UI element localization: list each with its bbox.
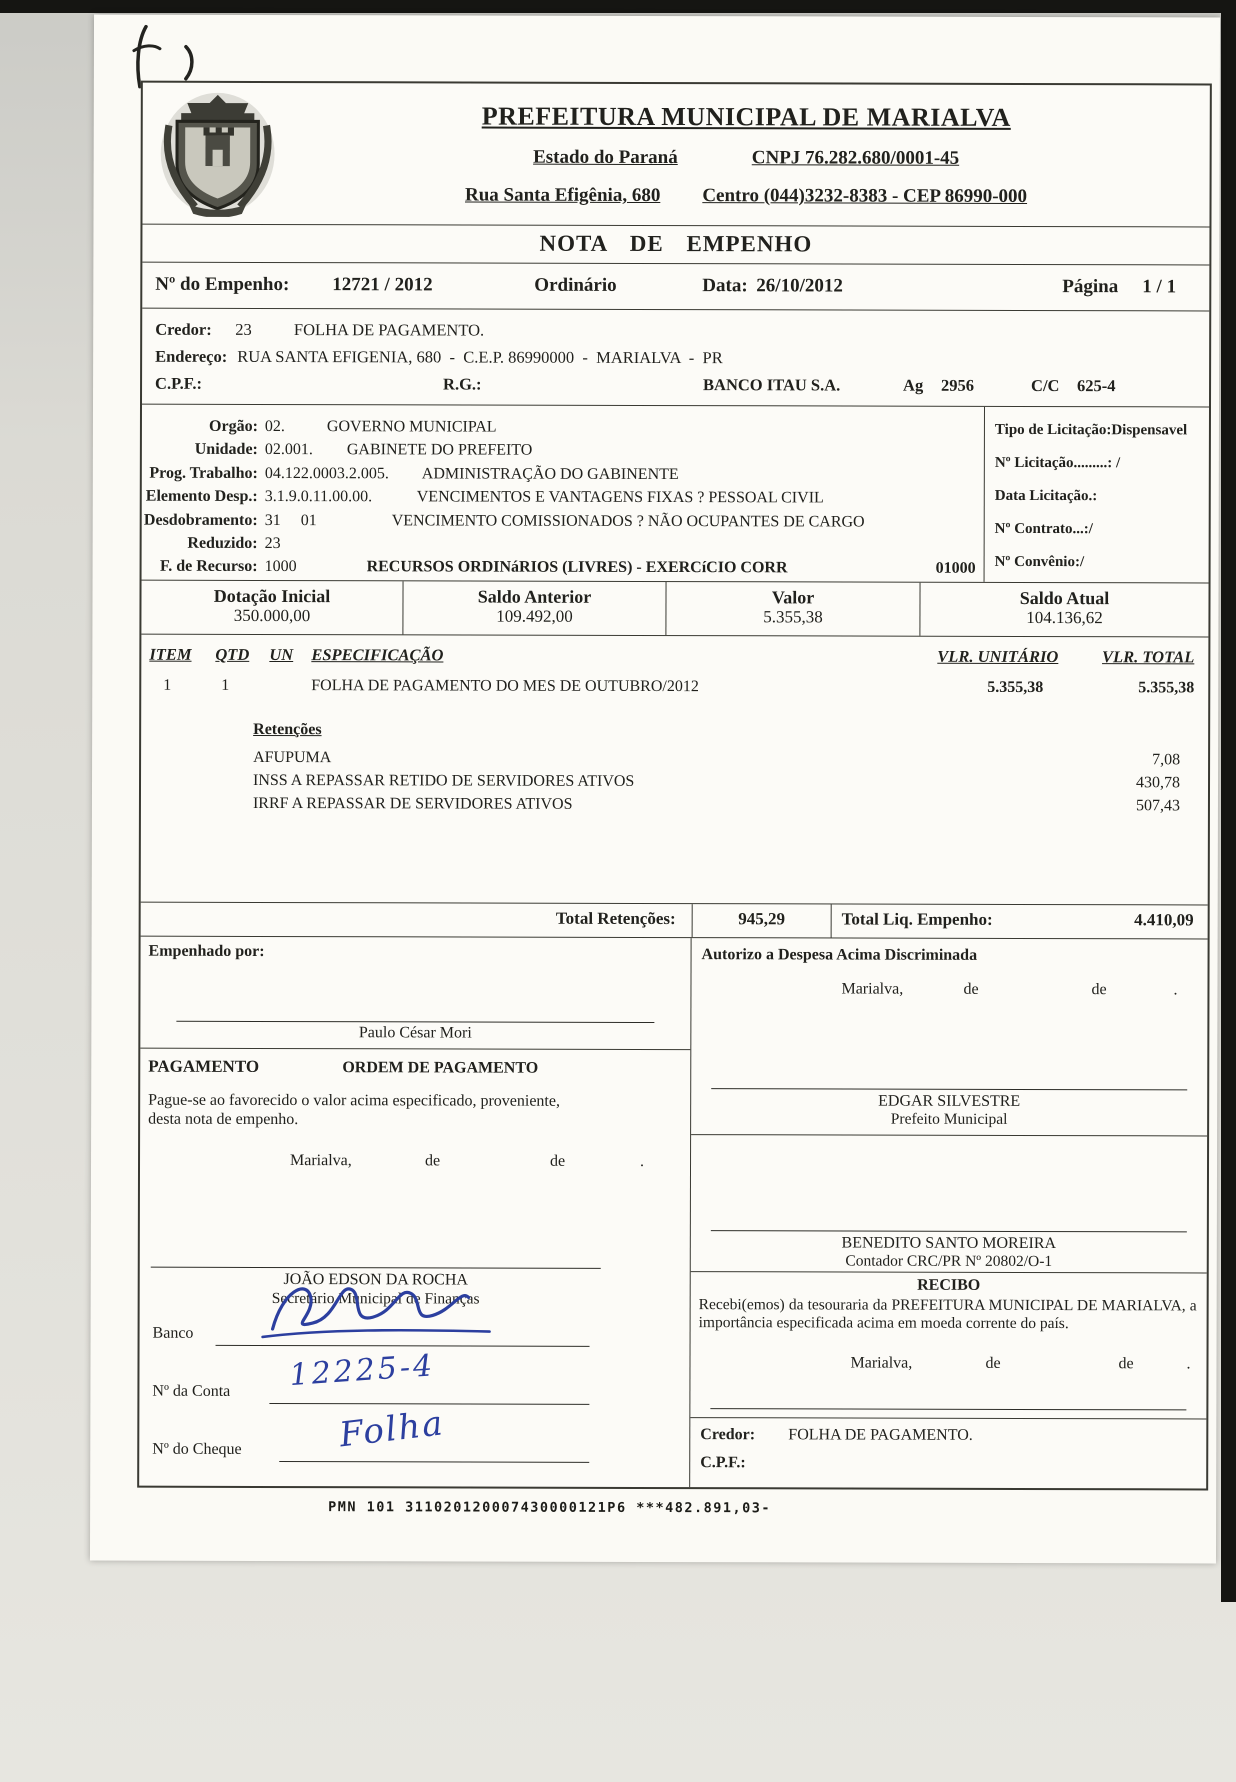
elemento-label: Elemento Desp.: [145,487,258,506]
retencao-value: 7,08 [1152,751,1181,769]
signature-line [176,1021,654,1023]
retencao-row [253,746,1180,771]
signature-line [711,1088,1187,1090]
signatures-area [139,937,1207,1489]
orgao-desc: GOVERNO MUNICIPAL [326,418,497,436]
empenho-number-row [142,263,1209,312]
retencao-value: 507,43 [1135,797,1180,815]
city-line-de1: de [963,980,979,998]
elemento-desc: VENCIMENTOS E VANTAGENS FIXAS ? PESSOAL CIVIL [416,488,824,507]
budget-classification [142,405,1209,584]
item-vlr-unitario: 5.355,38 [987,678,1044,697]
licitacao-numero: Nº Licitação.........: / [994,454,1121,472]
col-header-qtd: QTD [215,644,250,664]
dotacao-inicial-label: Dotação Inicial [213,585,331,607]
saldo-anterior-label: Saldo Anterior [477,586,592,607]
unidade-label: Unidade: [194,441,258,459]
city-line-dot: . [1173,981,1178,999]
city-line-city: Marialva, [290,1152,352,1170]
fonte-recurso-desc: RECURSOS ORDINáRIOS (LIVRES) - EXERCíCIO CORR [366,558,788,577]
empenho-number: 12721 / 2012 [332,274,433,296]
empenho-date-label: Data: [702,275,748,297]
empenhado-por-box [140,937,690,1050]
recibo-cpf-label: C.P.F.: [700,1454,746,1472]
item-number: 1 [163,676,172,694]
desdobramento-desc: VENCIMENTO COMISSIONADOS ? NÃO OCUPANTES DE CARGO [391,511,865,531]
ordem-pagamento-text: Pague-se ao favorecido o valor acima especificado, proveniente, desta nota de empenho. [148,1091,561,1129]
contador-box [691,1135,1207,1273]
total-liquido-value: 4.410,09 [1134,910,1194,930]
recibo-credor-box [690,1418,1206,1488]
recibo-title: RECIBO [917,1276,981,1294]
cheque-handwriting: Folha [337,1403,447,1456]
recibo-credor-value: FOLHA DE PAGAMENTO. [788,1426,973,1444]
total-retencoes-label: Total Retenções: [555,908,676,929]
header-title: PREFEITURA MUNICIPAL DE MARIALVA [481,101,1011,132]
ordem-pagamento-title: ORDEM DE PAGAMENTO [342,1059,539,1077]
address-label: Endereço: [155,346,228,366]
contador-name: BENEDITO SANTO MOREIRA [841,1234,1057,1253]
contrato-numero: Nº Contrato...:/ [994,520,1093,538]
creditor-name: FOLHA DE PAGAMENTO. [293,320,485,340]
contador-title: Contador CRC/PR Nº 20802/O-1 [845,1252,1053,1271]
valor-cell [665,582,919,636]
signatures-left-column [139,937,691,1487]
creditor-line [155,317,1209,347]
fonte-recurso-code: 1000 [264,558,297,576]
reduzido-code: 23 [264,534,281,552]
signature-line [151,1267,601,1269]
empenho-number-label: Nº do Empenho: [155,273,290,296]
document-title: NOTA DE EMPENHO [142,225,1209,266]
item-especificacao: FOLHA DE PAGAMENTO DO MES DE OUTUBRO/2012 [311,677,699,696]
page-label: Página [1062,276,1119,298]
budget-row-elemento [142,485,984,511]
empenho-date: 26/10/2012 [756,275,843,297]
city-line-city: Marialva, [841,980,904,998]
valor-label: Valor [771,587,815,608]
retencao-name: AFUPUMA [253,748,332,767]
cheque-fill-line [279,1461,589,1463]
dotacao-inicial-value: 350.000,00 [233,605,311,626]
agency-label: Ag [903,375,924,395]
prog-trabalho-label: Prog. Trabalho: [149,464,258,482]
reduzido-label: Reduzido: [187,534,258,552]
rg-label: R.G.: [443,374,482,394]
signature-line [710,1408,1186,1410]
budget-row-reduzido [142,532,984,558]
retencoes-block [253,721,1180,817]
saldo-anterior-cell [402,581,665,635]
saldo-atual-cell [919,583,1208,637]
creditor-docs-line [155,371,1209,401]
budget-row-fonte-recurso [142,555,984,581]
signatures-right-column [690,938,1207,1488]
empenho-type: Ordinário [534,274,617,296]
autorizo-box [691,938,1208,1136]
orgao-code: 02. [264,417,285,436]
col-header-vlr-unitario: VLR. UNITÁRIO [937,646,1059,667]
total-liquido-cell [832,904,1208,938]
creditor-code: 23 [235,319,252,339]
prog-trabalho-code: 04.122.0003.2.005. [264,464,389,483]
document-page [90,15,1220,1564]
desdobramento-code: 31 01 [264,511,317,529]
page-number: 1 / 1 [1142,276,1177,298]
banco-signature-scribble [255,1271,505,1352]
cheque-label: Nº do Cheque [152,1440,242,1458]
retencao-row [253,769,1180,794]
retencao-name: INSS A REPASSAR RETIDO DE SERVIDORES ATIVOS [252,771,635,790]
budget-row-desdobramento [142,508,984,534]
licitacao-tipo: Tipo de Licitação:Dispensavel [994,421,1188,439]
creditor-label: Credor: [155,319,212,339]
saldo-atual-value: 104.136,62 [1026,607,1103,628]
scan-artifact-top-strip [0,0,1236,13]
dotacao-inicial-cell [141,581,402,635]
valor-value: 5.355,38 [763,607,823,627]
city-line-city: Marialva, [850,1354,913,1372]
nota-de-empenho-form [137,81,1212,1491]
desdobramento-label: Desdobramento: [143,511,258,529]
budget-row-prog-trabalho [142,461,984,487]
prog-trabalho-desc: ADMINISTRAÇÃO DO GABINENTE [421,465,679,483]
recibo-credor-label: Credor: [700,1426,756,1444]
empenhado-por-label: Empenhado por: [148,942,265,960]
saldo-anterior-value: 109.492,00 [496,606,573,626]
prefeito-title: Prefeito Municipal [890,1110,1008,1128]
crest-icon [158,91,276,217]
header-cnpj: CNPJ 76.282.680/0001-45 [751,147,960,169]
pagamento-title: PAGAMENTO [148,1056,260,1076]
col-header-vlr-total: VLR. TOTAL [1102,647,1195,667]
document-header [142,83,1209,228]
retencao-name: IRRF A REPASSAR DE SERVIDORES ATIVOS [252,794,573,813]
total-retencoes-value: 945,29 [692,904,832,937]
secretario-name: JOÃO EDSON DA ROCHA [283,1271,468,1289]
cpf-label: C.P.F.: [155,373,203,393]
saldo-atual-label: Saldo Atual [1019,587,1110,609]
dot-matrix-print-code: PMN 101 311020120007430000121P6 ***482.891,03- [328,1499,772,1517]
pagamento-box [139,1049,690,1487]
budget-row-orgao [142,415,984,441]
col-header-especificacao: ESPECIFICAÇÃO [311,645,444,665]
budget-row-unidade [142,438,984,464]
items-section [141,635,1209,906]
orgao-label: Orgão: [209,417,258,435]
secretario-title: Secretário Municipal de Finanças [271,1289,480,1308]
dotacao-table [141,581,1208,638]
city-line-de2: de [550,1152,566,1170]
unidade-desc: GABINETE DO PREFEITO [346,441,533,460]
city-line-de2: de [1118,1355,1134,1373]
autorizo-title: Autorizo a Despesa Acima Discriminada [701,946,978,964]
unidade-code: 02.001. [264,441,313,459]
convenio-numero: Nº Convênio:/ [994,553,1085,571]
retencao-value: 430,78 [1135,774,1181,792]
conta-label: Nº da Conta [152,1382,231,1400]
banco-label: Banco [152,1324,194,1342]
fonte-recurso-extra-code: 01000 [935,560,976,578]
municipal-crest-logo [142,83,292,224]
budget-left-column [142,405,984,582]
retencao-row [253,792,1180,817]
retencoes-title: Retenções [253,720,322,739]
licitacao-column [984,407,1209,583]
total-liquido-label: Total Liq. Empenho: [841,909,993,929]
fonte-recurso-label: F. de Recurso: [159,558,258,576]
creditor-address: RUA SANTA EFIGENIA, 680 - C.E.P. 86990000 - MARIALVA - PR [237,346,723,368]
signature-line [711,1230,1187,1232]
col-header-un: UN [269,644,294,665]
city-line-dot: . [640,1152,645,1170]
elemento-code: 3.1.9.0.11.00.00. [264,488,373,506]
city-line-de1: de [985,1354,1001,1372]
empenhado-signer-name: Paulo César Mori [358,1024,472,1042]
city-line-de2: de [1091,981,1107,999]
account-label: C/C [1031,375,1060,396]
city-line-dot: . [1186,1355,1191,1373]
totals-row [141,903,1208,940]
scan-artifact-right-strip [1221,0,1236,1602]
account-number: 625-4 [1077,376,1116,396]
creditor-address-line [155,344,1209,374]
licitacao-data: Data Licitação.: [994,487,1098,505]
header-state: Estado do Paraná [533,146,678,169]
item-vlr-total: 5.355,38 [1138,679,1195,697]
header-contact-info: Centro (044)3232-8383 - CEP 86990-000 [702,185,1028,207]
agency-number: 2956 [941,375,975,395]
conta-handwriting: 12225-4 [288,1348,437,1394]
header-street-address: Rua Santa Efigênia, 680 [464,184,661,207]
prefeito-name: EDGAR SILVESTRE [878,1092,1021,1110]
item-qtd: 1 [221,676,230,694]
creditor-block [142,309,1209,408]
recibo-text: Recebi(emos) da tesouraria da PREFEITURA MUNICIPAL DE MARIALVA, a importância especificada acima em moeda corrente do país. [698,1296,1197,1332]
recibo-box [690,1272,1206,1419]
city-line-de1: de [425,1152,441,1170]
bank-name: BANCO ITAU S.A. [703,375,841,395]
col-header-item: ITEM [149,644,192,664]
